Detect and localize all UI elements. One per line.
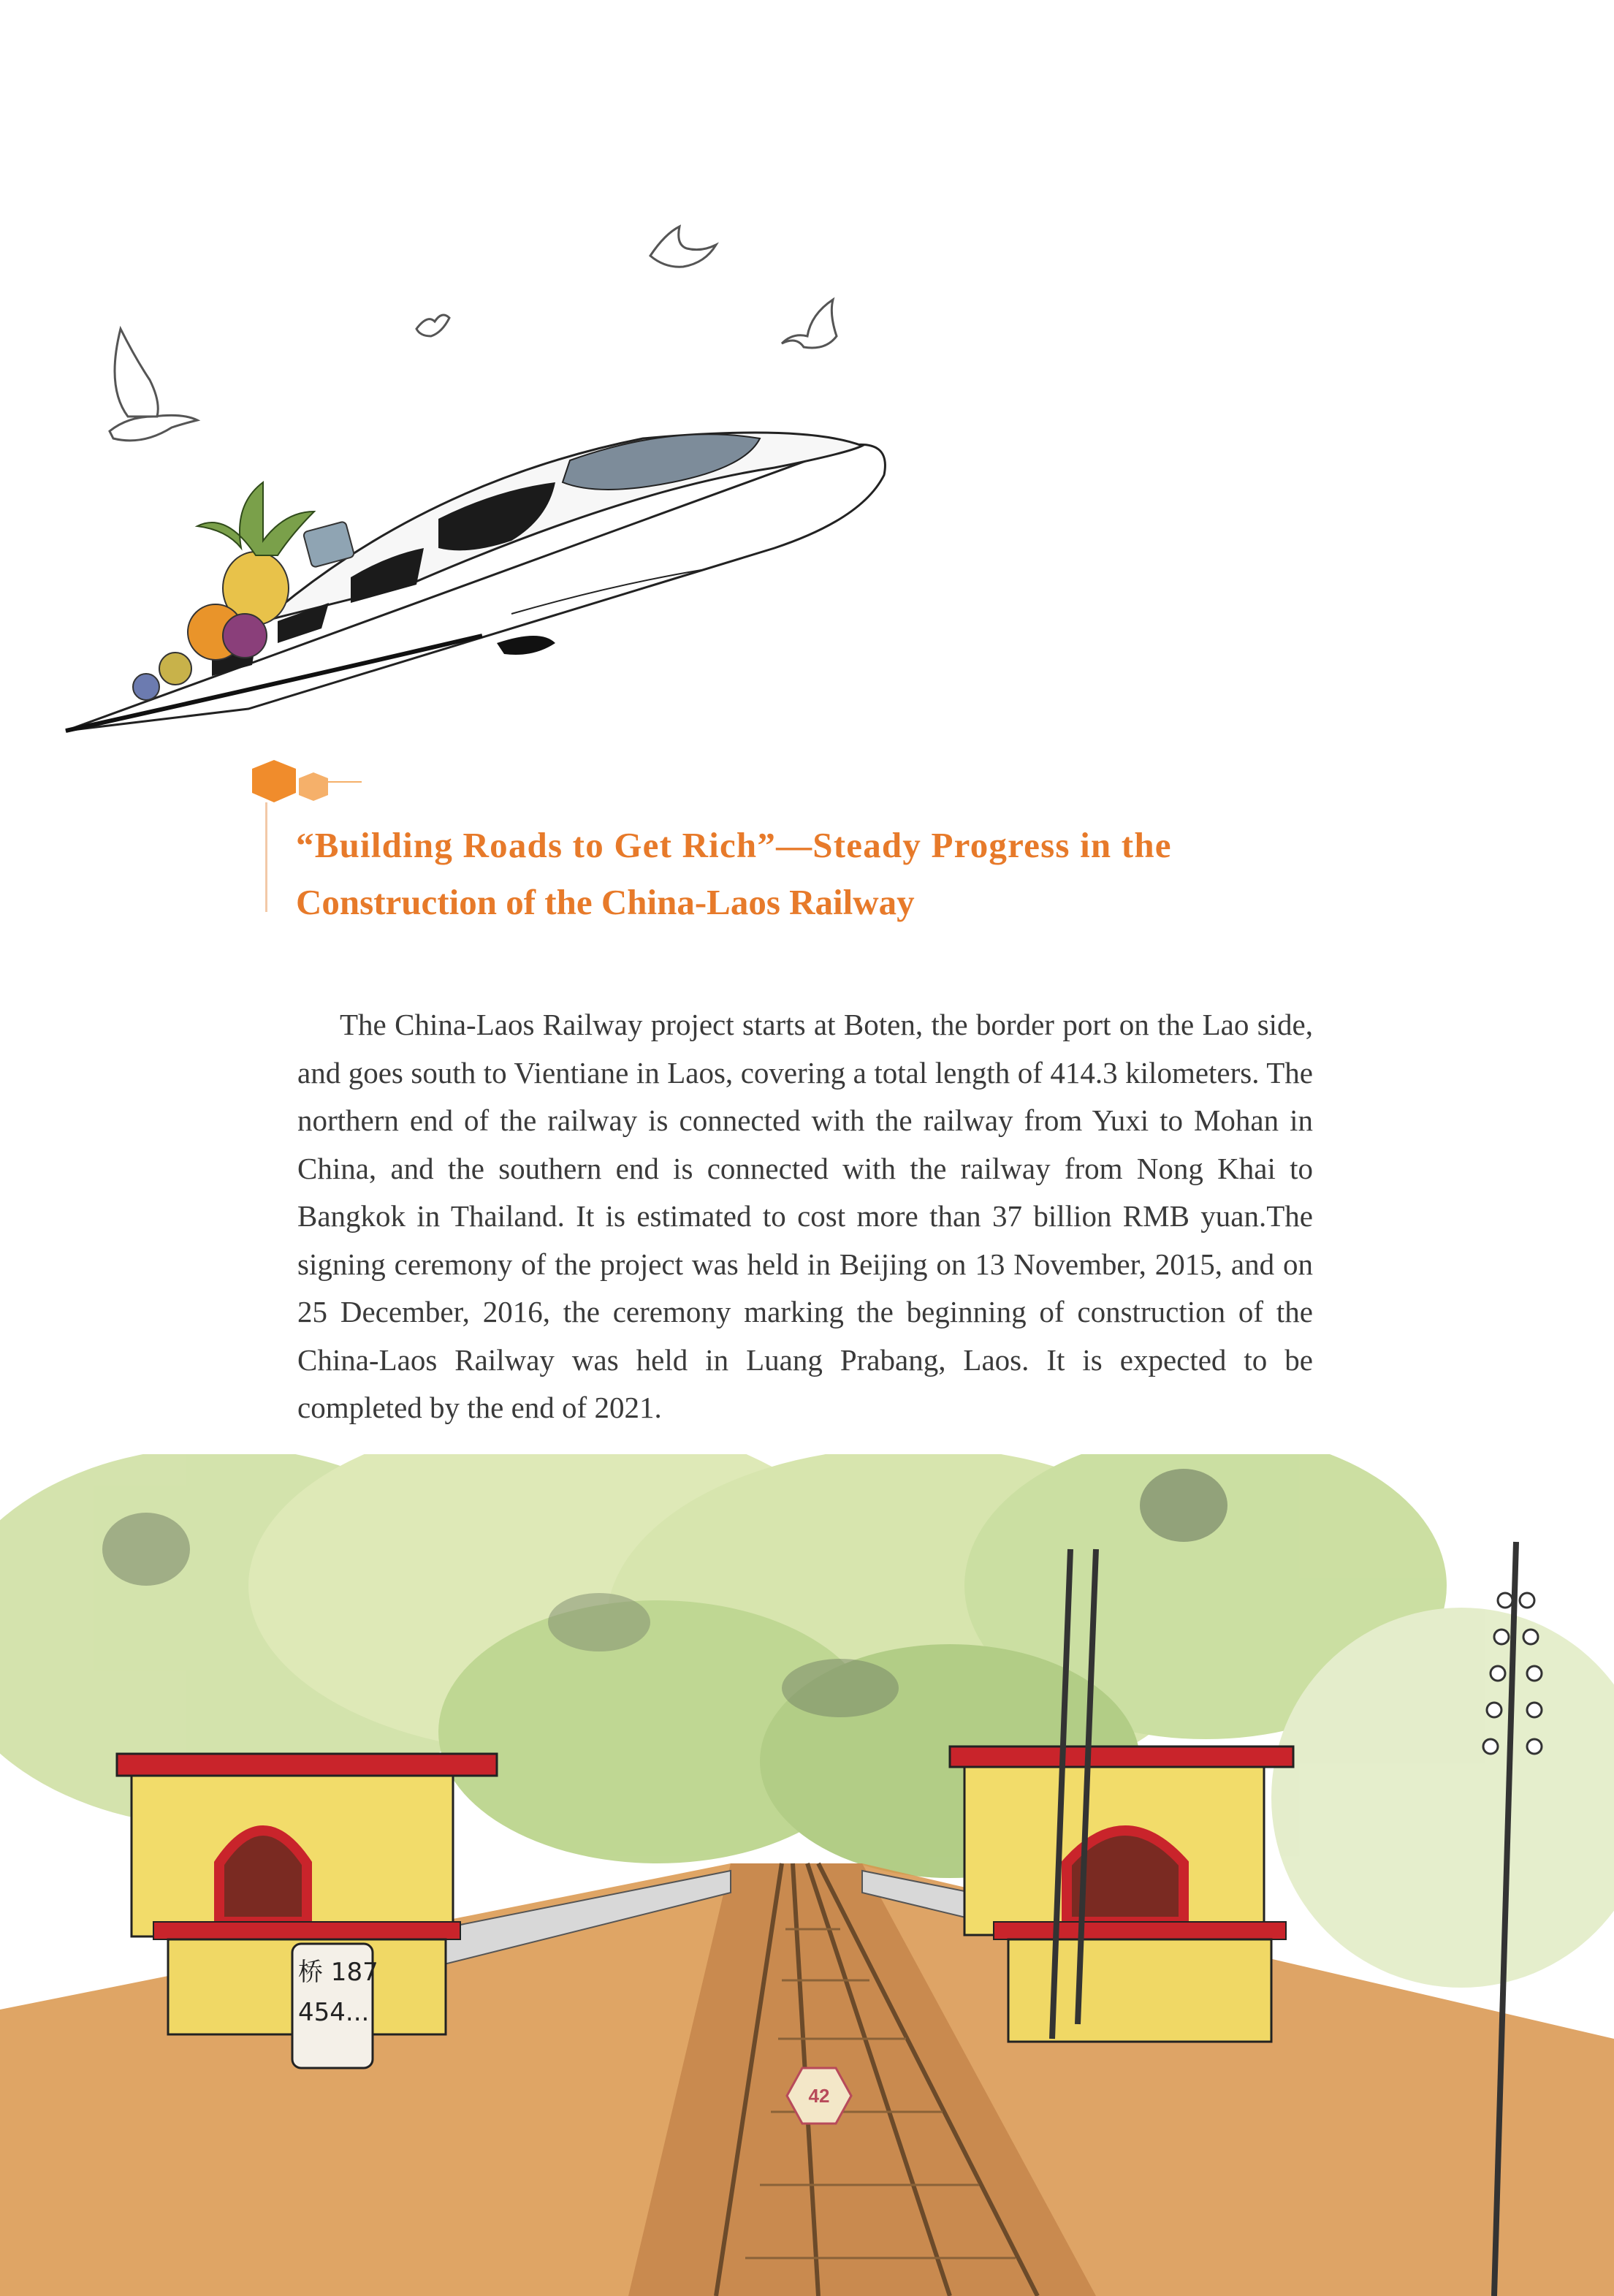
marker-line-2: 454... xyxy=(298,1998,370,2027)
title-line-1: “Building Roads to Get Rich”—Steady Progress in the xyxy=(296,825,1172,865)
heading-bracket xyxy=(265,802,297,912)
high-speed-train xyxy=(66,433,885,731)
distance-marker xyxy=(292,1944,378,2068)
page-title xyxy=(296,817,1333,931)
dove-icon xyxy=(782,300,837,348)
railway-station-illustration xyxy=(0,1454,1614,2296)
train-illustration xyxy=(44,205,906,745)
marker-line-1: 桥 187 xyxy=(298,1958,378,1987)
dove-icon xyxy=(416,315,449,336)
dove-icon xyxy=(110,329,197,441)
page-number: 42 xyxy=(808,2085,830,2107)
body-paragraph: The China-Laos Railway project starts at Boten, the border port on the Lao side, and goes south to Vientiane in Laos, covering a total length of 414.3 kilometers. The northern end of the railway is connected with the railway from Yuxi to Mohan in China, and the southern end is connected with the railway from Nong Khai to Bangkok in Thailand. It is estimated to cost more than 37 billion RMB yuan.The signing ceremony of the project was held in Beijing on 13 November, 2015, and on 25 December, 2016, the ceremony marking the beginning of construction of the China-Laos Railway was held in Luang Prabang, Laos. It is expected to be completed by the end of 2021. xyxy=(297,1008,1313,1424)
hexagon-ornament-icon xyxy=(237,760,362,826)
section-heading xyxy=(237,760,1348,935)
dove-icon xyxy=(650,227,716,267)
title-line-2: Construction of the China-Laos Railway xyxy=(296,882,915,922)
